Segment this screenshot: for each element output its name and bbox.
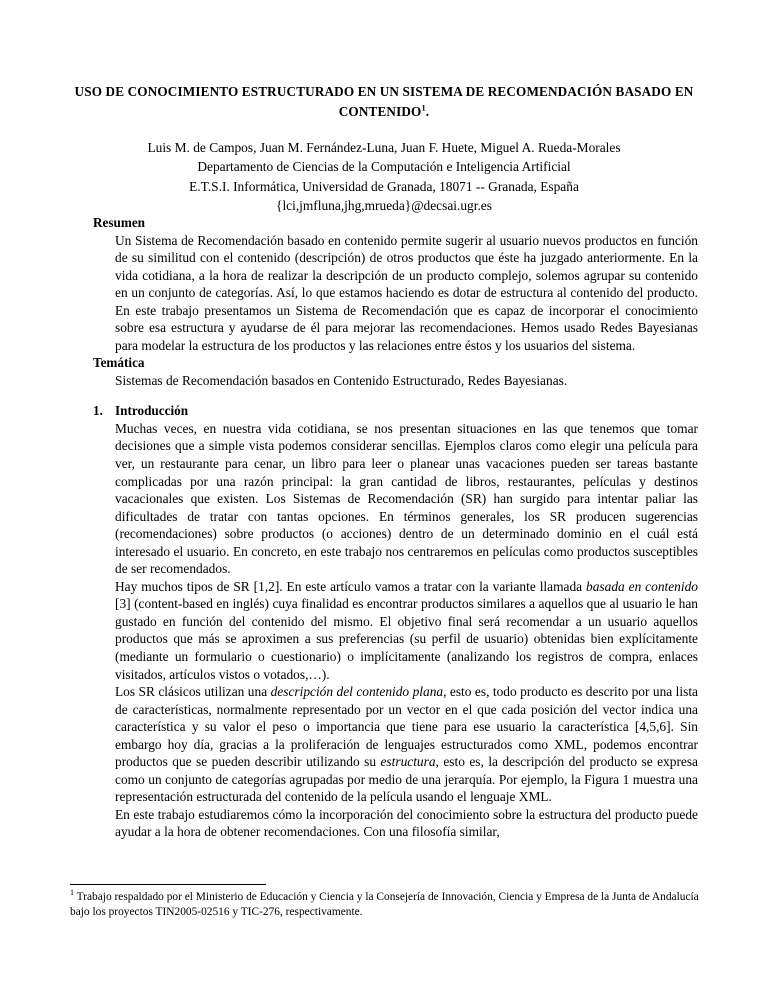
title-block bbox=[70, 82, 698, 122]
paragraph-intro-2 bbox=[93, 578, 698, 683]
heading-resumen: Resumen bbox=[93, 215, 146, 230]
paragraph-intro-3-text-b: , esto es, todo producto es descrito por una lista de características, normalmente representado por un vector en el que cada posición del vector indica una característica y su valor el peso o importancia que tiene para ese usuario la característica [4,5,6]. Sin embargo hoy día, gracias a la proliferación de lenguajes estructurados como XML, podemos encontrar productos que se pueden describir utilizando su bbox=[115, 684, 699, 770]
title-line-2: BASADO EN CONTENIDO bbox=[338, 84, 694, 119]
heading-introduccion bbox=[93, 402, 698, 420]
paragraph-intro-3-text-a: Los SR clásicos utilizan una bbox=[115, 684, 271, 700]
section-spacer bbox=[93, 389, 698, 402]
section-title: Introducción bbox=[115, 403, 189, 419]
paragraph-intro-3 bbox=[93, 683, 698, 806]
paragraph-resumen: Un Sistema de Recomendación basado en contenido permite sugerir al usuario nuevos productos en función de su similitud con el contenido (descripción) de otros productos que éste ha juzgado anteriormente. En la vida cotidiana, a la hora de realizar la descripción de un producto complejo, solemos agrupar su contenido en un conjunto de categorías. Así, lo que estamos haciendo es dotar de estructura al contenido del producto. En este trabajo presentamos un Sistema de Recomendación que es capaz de incorporar el conocimiento sobre esa estructura y ayudarse de él para mejorar las recomendaciones. Hemos usado Redes Bayesianas para modelar la estructura de los productos y las relaciones entre éstos y los usuarios del sistema. bbox=[115, 232, 698, 353]
authors-block bbox=[60, 138, 708, 216]
footnote-marker: 1 bbox=[70, 888, 74, 898]
paragraph-intro-3-text-c: , esto es, la descripción del producto se expresa como un conjunto de categorías agrupadas por medio de una jerarquía. Por ejemplo, la Figura 1 muestra una representación estructurada del contenido de la película usando el lenguaje XML. bbox=[115, 754, 698, 805]
paragraph-intro-4: En este trabajo estudiaremos cómo la incorporación del conocimiento sobre la estructura del producto puede ayudar a la hora de obtener recomendaciones. Con una filosofía similar, bbox=[115, 806, 698, 840]
page-title bbox=[70, 82, 698, 122]
email-line: {lci,jmfluna,jhg,mrueda}@decsai.ugr.es bbox=[276, 198, 492, 214]
emphasis-estructura: estructura bbox=[380, 754, 436, 770]
paragraph-intro-2-text-a: Hay muchos tipos de SR [1,2]. En este artículo vamos a tratar con la variante llamada bbox=[115, 578, 587, 594]
title-line-1: USO DE CONOCIMIENTO ESTRUCTURADO EN UN SISTEMA DE RECOMENDACIÓN bbox=[74, 84, 613, 99]
footnote-body: Trabajo respaldado por el Ministerio de Educación y Ciencia y la Consejería de Innovación, Ciencia y Empresa de la Junta de Andalucía bajo los proyectos TIN2005-02516 y TIC-276, respectivamente. bbox=[70, 891, 699, 919]
emphasis-basada-en-contenido: basada en contenido bbox=[586, 578, 698, 594]
heading-tematica: Temática bbox=[93, 355, 145, 371]
footnote-separator-rule bbox=[70, 884, 266, 885]
footnote-text bbox=[70, 890, 710, 920]
author-names: Luis M. de Campos, Juan M. Fernández-Luna, Juan F. Huete, Miguel A. Rueda-Morales bbox=[147, 140, 621, 155]
title-footnote-marker: 1 bbox=[421, 103, 426, 113]
paragraph-intro-1: Muchas veces, en nuestra vida cotidiana, se nos presentan situaciones en las que tenemos que tomar decisiones que a simple vista podemos considerar sencillas. Ejemplos claros como elegir una película para ver, un restaurante para cenar, un libro para leer o planear unas vacaciones pueden ser tareas bastante complicadas por una razón principal: la gran cantidad de libros, restaurantes, películas y destinos vacacionales que existen. Los Sistemas de Recomendación (SR) han surgido para intentar paliar las dificultades de tratar con tantas opciones. En términos generales, los SR producen sugerencias (recomendaciones) sobre productos (o acciones) dentro de un determinado dominio en el cuál está interesado el usuario. En concreto, en este trabajo nos centraremos en películas como productos susceptibles de ser recomendados. bbox=[115, 420, 698, 577]
paragraph-intro-2-text-b: [3] (content-based en inglés) cuya finalidad es encontrar productos similares a aquellos que al usuario le han gustado en función del contenido del mismo. El objetivo final será recomendar a un usuario aquellos productos que más se aproximen a sus preferencias (su perfil de usuario) obtenidas bien explícitamente (mediante un formulario o cuestionario) o implícitamente (analizando los registros de compra, enlaces visitados, artículos vistos o votados,…). bbox=[115, 596, 698, 682]
department-line: Departamento de Ciencias de la Computación e Inteligencia Artificial bbox=[197, 159, 571, 175]
paragraph-tematica: Sistemas de Recomendación basados en Contenido Estructurado, Redes Bayesianas. bbox=[115, 372, 568, 388]
footnote-area bbox=[70, 884, 710, 920]
institution-line: E.T.S.I. Informática, Universidad de Granada, 18071 -- Granada, España bbox=[189, 178, 579, 194]
document-body bbox=[93, 214, 698, 841]
title-trailing-punctuation: . bbox=[425, 104, 430, 119]
section-number: 1. bbox=[93, 403, 103, 419]
emphasis-descripcion-plana: descripción del contenido plana bbox=[270, 684, 444, 700]
